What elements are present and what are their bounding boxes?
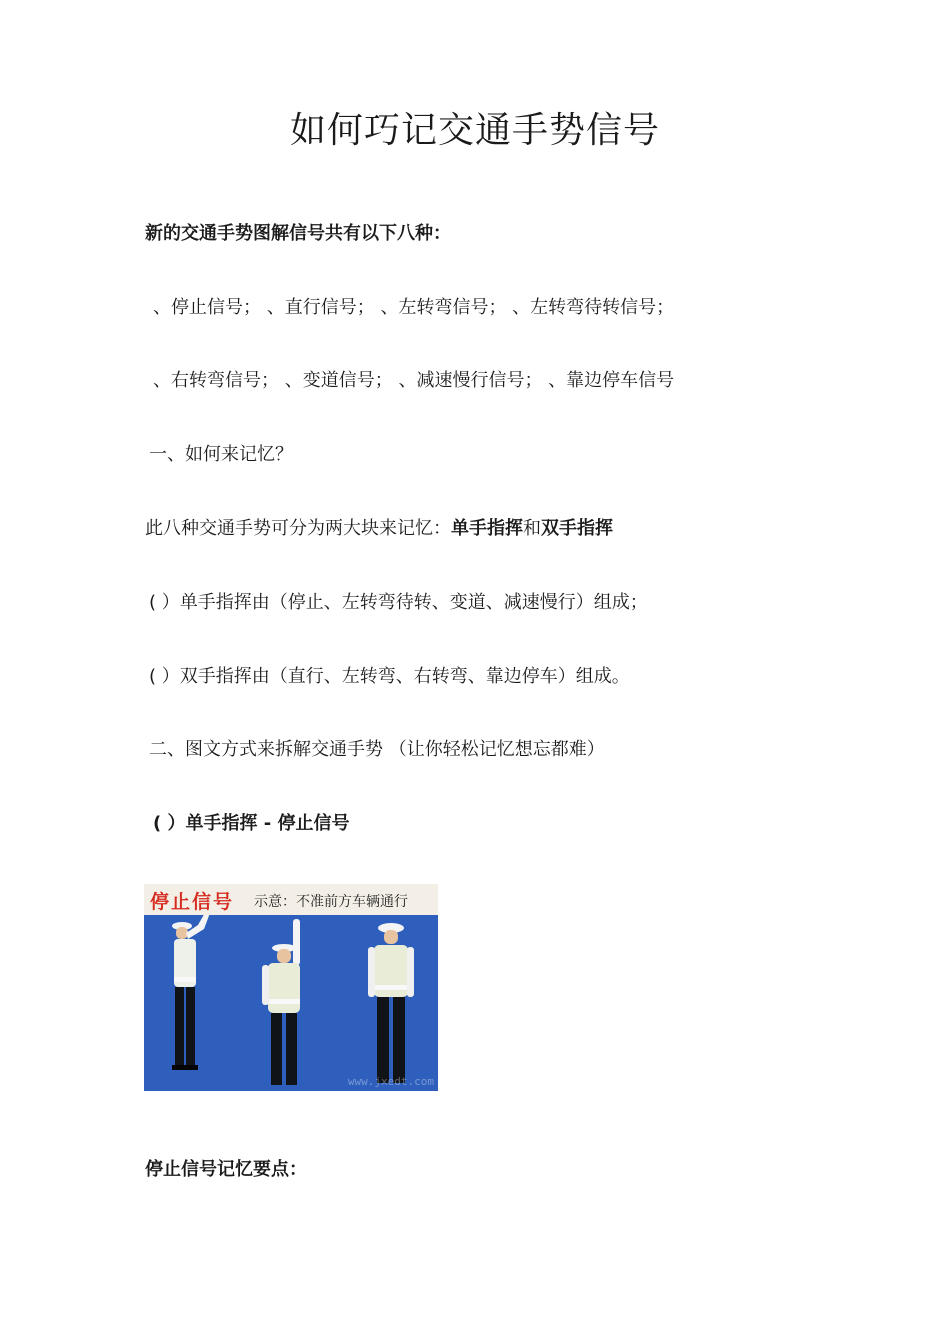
list-item-1: ( ）单手指挥由（停止、左转弯待转、变道、减速慢行）组成；	[149, 592, 648, 613]
paragraph-1-prefix: 此八种交通手势可分为两大块来记忆：	[145, 518, 451, 539]
paragraph-1	[145, 516, 613, 542]
list-item-2: ( ）双手指挥由（直行、左转弯、右转弯、靠边停车）组成。	[149, 666, 630, 687]
section-heading-1: 一、如何来记忆？	[149, 444, 293, 465]
officer-side-view	[172, 915, 210, 1070]
subsection-heading: ( ）单手指挥 - 停止信号	[153, 813, 350, 834]
page-title: 如何巧记交通手势信号	[289, 110, 660, 151]
figure-title: 停止信号	[150, 891, 235, 913]
two-hand-term: 双手指挥	[541, 518, 613, 539]
single-hand-term: 单手指挥	[451, 518, 523, 539]
figure-caption: 示意：不准前方车辆通行	[254, 894, 408, 910]
section-heading-2: 二、图文方式来拆解交通手势 （让你轻松记忆想忘都难）	[149, 739, 605, 760]
intro-heading: 新的交通手势图解信号共有以下八种：	[145, 223, 451, 244]
officer-front-arm-raised	[262, 919, 300, 1085]
signals-list-line-2: 、右转弯信号； 、变道信号； 、减速慢行信号； 、靠边停车信号	[153, 370, 675, 391]
signals-list-line-1: 、停止信号； 、直行信号； 、左转弯信号； 、左转弯待转信号；	[153, 297, 675, 318]
figure-watermark: www.jxedt.com	[347, 1075, 434, 1088]
traffic-police-illustration	[144, 915, 438, 1091]
memory-points-heading: 停止信号记忆要点：	[145, 1159, 307, 1180]
paragraph-1-and: 和	[523, 518, 541, 539]
figure-header	[144, 884, 438, 915]
stop-signal-figure	[144, 884, 438, 1091]
officer-front-standing	[368, 923, 414, 1083]
